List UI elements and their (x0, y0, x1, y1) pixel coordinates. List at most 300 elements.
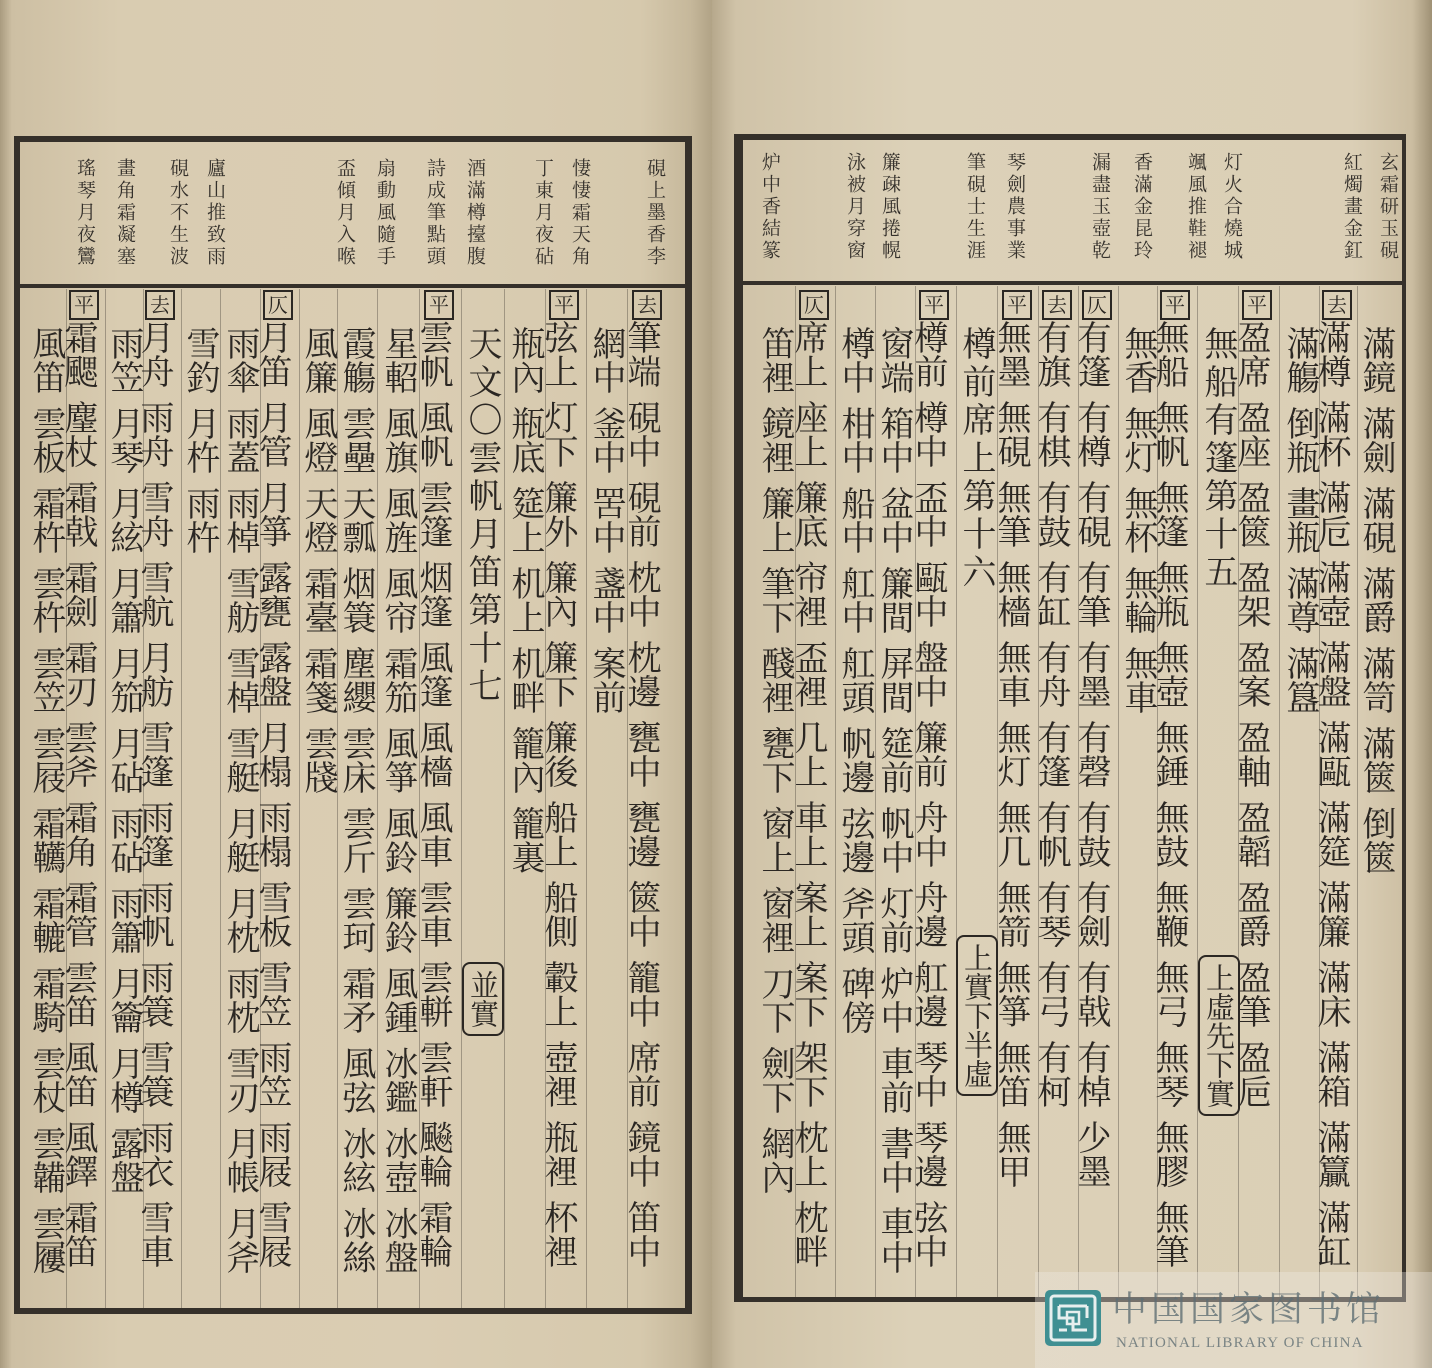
phrase-entry: 雲軿 (413, 960, 453, 1028)
phrase-entry: 霜角 (58, 800, 98, 868)
phrase-entry: 瓶內 (505, 326, 545, 394)
phrase-entry: 帘裡 (788, 560, 828, 628)
phrase-entry: 硯前 (621, 480, 661, 548)
phrase-entry: 有柯 (1031, 1040, 1071, 1108)
phrase-entry: 無灯 (991, 720, 1031, 788)
phrase-entry: 雲板 (26, 406, 66, 474)
phrase-entry: 滿鏡 (1356, 326, 1396, 394)
register-note: 硯上墨香李 (644, 158, 666, 268)
phrase-entry: 盈案 (1231, 640, 1271, 708)
phrase-entry: 雨枕 (220, 966, 260, 1034)
phrase-entry: 霜笛 (58, 1200, 98, 1268)
phrase-entry: 滿簋 (1280, 646, 1320, 714)
phrase-entry: 無船 (1149, 320, 1189, 388)
phrase-entry: 篋中 (621, 880, 661, 948)
phrase-entry: 滿卮 (1311, 480, 1351, 548)
phrase-entry: 几上 (788, 720, 828, 788)
phrase-entry: 滿杯 (1311, 400, 1351, 468)
register-note: 筆硯士生涯 (964, 152, 986, 262)
phrase-entry: 屏間 (874, 646, 914, 714)
phrase-entry: 無琴 (1149, 1040, 1189, 1108)
phrase-entry: 霜箋 (298, 646, 338, 714)
phrase-entry: 炉中 (874, 966, 914, 1034)
register-note: 瑤琴月夜鸞 (74, 158, 96, 268)
text-column (908, 290, 955, 1280)
register-note: 盃傾月入喉 (334, 158, 356, 268)
register-note: 颯風推鞋褪 (1185, 152, 1207, 262)
phrase-entry: 風簾 (298, 326, 338, 394)
section-heading: 天文〇雲帆月笛第十七 (462, 326, 502, 706)
phrase-entry: 枕中 (621, 560, 661, 628)
text-column (788, 290, 835, 1280)
phrase-entry: 船上 (538, 800, 578, 868)
phrase-entry: 月舟 (134, 320, 174, 388)
register-note: 泳被月穿窗 (844, 152, 866, 262)
phrase-entry: 無檣 (991, 560, 1031, 628)
phrase-entry: 月琴 (104, 406, 144, 474)
text-column (1198, 326, 1238, 592)
phrase-entry: 盈巵 (1231, 1040, 1271, 1108)
section-note: 並實 (462, 962, 504, 1036)
register-note: 悽悽霜天角 (569, 158, 591, 268)
tone-tag: 去 (145, 290, 175, 320)
phrase-entry: 樽中 (908, 400, 948, 468)
phrase-entry: 霜輪 (413, 1200, 453, 1268)
phrase-entry: 月樽 (104, 1046, 144, 1114)
phrase-entry: 天燈 (298, 486, 338, 554)
phrase-entry: 滿筵 (1311, 800, 1351, 868)
phrase-entry: 弦中 (908, 1200, 948, 1268)
phrase-entry: 簾外 (538, 480, 578, 548)
phrase-entry: 雨杵 (180, 486, 220, 554)
phrase-entry: 麈杖 (58, 400, 98, 468)
register-note: 畫角霜凝塞 (114, 158, 136, 268)
phrase-entry: 有樽 (1071, 400, 1111, 468)
phrase-entry: 雲笠 (26, 646, 66, 714)
phrase-entry: 甕中 (621, 720, 661, 788)
phrase-entry: 滿床 (1311, 960, 1351, 1028)
phrase-entry: 霜劍 (58, 560, 98, 628)
phrase-entry: 風鈴 (378, 806, 418, 874)
phrase-entry: 無笛 (991, 1040, 1031, 1108)
tone-tag: 平 (424, 290, 454, 320)
phrase-entry: 無硯 (991, 400, 1031, 468)
phrase-entry: 滿笥 (1356, 646, 1396, 714)
text-column (1071, 290, 1118, 1200)
text-column (835, 326, 875, 1046)
phrase-entry: 雨棹 (220, 486, 260, 554)
phrase-entry: 滿硯 (1356, 486, 1396, 554)
tone-tag: 仄 (799, 290, 829, 320)
phrase-entry: 机上 (505, 566, 545, 634)
phrase-entry: 灯前 (874, 886, 914, 954)
phrase-entry: 霜臺 (298, 566, 338, 634)
phrase-entry: 風車 (413, 800, 453, 868)
phrase-entry: 月杵 (180, 406, 220, 474)
tone-tag: 仄 (1082, 290, 1112, 320)
phrase-entry: 車上 (788, 800, 828, 868)
tone-tag: 平 (1160, 290, 1190, 320)
phrase-entry: 盈座 (1231, 400, 1271, 468)
phrase-entry: 雪笠 (252, 960, 292, 1028)
phrase-entry: 座上 (788, 400, 828, 468)
phrase-entry: 烟篷 (413, 560, 453, 628)
phrase-entry: 案前 (586, 646, 626, 714)
phrase-entry: 雪車 (134, 1200, 174, 1268)
phrase-entry: 雲牋 (298, 726, 338, 794)
phrase-entry: 窗端 (874, 326, 914, 394)
phrase-entry: 雪艇 (220, 726, 260, 794)
phrase-entry: 滿壺 (1311, 560, 1351, 628)
phrase-entry: 冰絲 (336, 1206, 376, 1274)
phrase-entry: 雨笠 (252, 1040, 292, 1108)
phrase-entry: 雨簑 (134, 960, 174, 1028)
phrase-entry: 月管 (252, 400, 292, 468)
tone-tag: 平 (1002, 290, 1032, 320)
phrase-entry: 雪簑 (134, 1040, 174, 1108)
phrase-entry: 月砧 (104, 726, 144, 794)
phrase-entry: 簾內 (538, 560, 578, 628)
phrase-entry: 簾下 (538, 640, 578, 708)
phrase-entry: 盈篋 (1231, 480, 1271, 548)
phrase-entry: 霜矛 (336, 966, 376, 1034)
phrase-entry: 滿籯 (1311, 1120, 1351, 1188)
phrase-entry: 簾前 (908, 720, 948, 788)
phrase-entry: 枕邊 (621, 640, 661, 708)
phrase-entry: 雲笛 (58, 960, 98, 1028)
phrase-entry: 盃裡 (788, 640, 828, 708)
phrase-entry: 無甲 (991, 1120, 1031, 1188)
phrase-entry: 霞觴 (336, 326, 376, 394)
phrase-entry: 盈筆 (1231, 960, 1271, 1028)
phrase-entry: 碑傍 (835, 966, 875, 1034)
phrase-entry: 滿劍 (1356, 406, 1396, 474)
phrase-entry: 雲韛 (26, 1126, 66, 1194)
register-note: 香滿金昆玲 (1131, 152, 1153, 262)
phrase-entry: 有棹 (1071, 1040, 1111, 1108)
phrase-entry: 無筆 (1149, 1200, 1189, 1268)
text-column (991, 290, 1038, 1200)
phrase-entry: 架下 (788, 1040, 828, 1108)
phrase-entry: 滿尊 (1280, 566, 1320, 634)
phrase-entry: 風鍾 (378, 966, 418, 1034)
phrase-entry: 無錘 (1149, 720, 1189, 788)
phrase-entry: 雲斤 (336, 806, 376, 874)
phrase-entry: 雲屐 (26, 726, 66, 794)
phrase-entry: 塵纓 (336, 646, 376, 714)
phrase-entry: 雲屨 (26, 1206, 66, 1274)
register-note: 扇動風隨手 (374, 158, 396, 268)
phrase-entry: 甌中 (908, 560, 948, 628)
phrase-entry: 雲珂 (336, 886, 376, 954)
phrase-entry: 雨篷 (134, 800, 174, 868)
phrase-entry: 籠中 (621, 960, 661, 1028)
phrase-entry: 簾底 (788, 480, 828, 548)
phrase-entry: 書中 (874, 1126, 914, 1194)
phrase-entry: 雪舟 (134, 480, 174, 548)
phrase-entry: 月笛 (252, 320, 292, 388)
register-note: 簾疎風捲幌 (879, 152, 901, 262)
phrase-entry: 月箏 (252, 480, 292, 548)
text-column (1118, 326, 1158, 726)
phrase-entry: 月斧 (220, 1206, 260, 1274)
phrase-entry: 筵上 (505, 486, 545, 554)
phrase-entry: 月艇 (220, 806, 260, 874)
phrase-entry: 無壺 (1149, 640, 1189, 708)
phrase-entry: 有帆 (1031, 800, 1071, 868)
phrase-entry: 盞中 (586, 566, 626, 634)
phrase-entry: 雪篷 (134, 720, 174, 788)
phrase-entry: 網中 (586, 326, 626, 394)
phrase-entry: 雲篷 (413, 480, 453, 548)
phrase-entry: 有弓 (1031, 960, 1071, 1028)
phrase-entry: 風箏 (378, 726, 418, 794)
tone-tag: 去 (632, 290, 662, 320)
phrase-entry: 無香 (1118, 326, 1158, 394)
phrase-entry: 霜刃 (58, 640, 98, 708)
phrase-entry: 瓶裡 (538, 1120, 578, 1188)
phrase-entry: 冰壺 (378, 1126, 418, 1194)
phrase-entry: 風弦 (336, 1046, 376, 1114)
phrase-entry: 舟邊 (908, 880, 948, 948)
phrase-entry: 雲軒 (413, 1040, 453, 1108)
tone-tag: 平 (549, 290, 579, 320)
phrase-entry: 簾上 (755, 486, 795, 554)
phrase-entry: 天瓢 (336, 486, 376, 554)
phrase-entry: 樽中 (835, 326, 875, 394)
tone-tag: 平 (69, 290, 99, 320)
phrase-entry: 雪航 (134, 560, 174, 628)
phrase-entry: 無箭 (991, 880, 1031, 948)
phrase-entry: 樽前 (908, 320, 948, 388)
phrase-entry: 瓶底 (505, 406, 545, 474)
phrase-entry: 席前 (621, 1040, 661, 1108)
tone-tag: 平 (919, 290, 949, 320)
phrase-entry: 舡頭 (835, 646, 875, 714)
phrase-entry: 甕邊 (621, 800, 661, 868)
phrase-entry: 霜颸 (58, 320, 98, 388)
phrase-entry: 風笛 (58, 1040, 98, 1108)
phrase-entry: 醆裡 (755, 646, 795, 714)
phrase-entry: 雪屐 (252, 1200, 292, 1268)
phrase-entry: 雨笠 (104, 326, 144, 394)
phrase-entry: 少墨 (1071, 1120, 1111, 1188)
phrase-entry: 机畔 (505, 646, 545, 714)
register-note: 紅燭畫金釭 (1341, 152, 1363, 262)
phrase-entry: 壺裡 (538, 1040, 578, 1108)
phrase-entry: 筆下 (755, 566, 795, 634)
phrase-entry: 風燈 (298, 406, 338, 474)
phrase-entry: 霜戟 (58, 480, 98, 548)
phrase-entry: 船中 (835, 486, 875, 554)
phrase-entry: 琴中 (908, 1040, 948, 1108)
text-column (956, 326, 996, 592)
phrase-entry: 月絃 (104, 486, 144, 554)
phrase-entry: 有墨 (1071, 640, 1111, 708)
phrase-entry: 枕畔 (788, 1200, 828, 1268)
phrase-entry: 滿缸 (1311, 1200, 1351, 1268)
phrase-entry: 有筆 (1071, 560, 1111, 628)
register-note: 丁東月夜砧 (532, 158, 554, 268)
phrase-entry: 箱中 (874, 406, 914, 474)
phrase-entry: 雪板 (252, 880, 292, 948)
phrase-entry: 滿樽 (1311, 320, 1351, 388)
phrase-entry: 飈輪 (413, 1120, 453, 1188)
register-note: 詩成筆點頭 (424, 158, 446, 268)
phrase-entry: 有篷 (1071, 320, 1111, 388)
phrase-entry: 風檣 (413, 720, 453, 788)
phrase-entry: 雨傘 (220, 326, 260, 394)
phrase-entry: 杯裡 (538, 1200, 578, 1268)
phrase-entry: 斧頭 (835, 886, 875, 954)
phrase-entry: 籠內 (505, 726, 545, 794)
phrase-entry: 雨帆 (134, 880, 174, 948)
phrase-entry: 雪釣 (180, 326, 220, 394)
phrase-entry: 案下 (788, 960, 828, 1028)
phrase-entry: 有棋 (1031, 400, 1071, 468)
phrase-entry: 風笛 (26, 326, 66, 394)
phrase-entry: 霜杵 (26, 486, 66, 554)
phrase-entry: 風旌 (378, 486, 418, 554)
phrase-entry: 滿箱 (1311, 1040, 1351, 1108)
phrase-entry: 露盤 (252, 640, 292, 708)
phrase-entry: 滿甌 (1311, 720, 1351, 788)
phrase-entry: 風鐸 (58, 1120, 98, 1188)
phrase-entry: 有鼓 (1071, 800, 1111, 868)
phrase-entry: 弦上 (538, 320, 578, 388)
phrase-entry: 劍下 (755, 1046, 795, 1114)
phrase-entry: 舡中 (835, 566, 875, 634)
phrase-entry: 刀下 (755, 966, 795, 1034)
phrase-entry: 籠裏 (505, 806, 545, 874)
phrase-entry: 滿爵 (1356, 566, 1396, 634)
phrase-entry: 簾後 (538, 720, 578, 788)
text-column (874, 326, 914, 1286)
phrase-entry: 滿觴 (1280, 326, 1320, 394)
phrase-entry: 無几 (991, 800, 1031, 868)
phrase-entry: 霜笳 (378, 646, 418, 714)
phrase-entry: 琴邊 (908, 1120, 948, 1188)
register-note: 炉中香結篆 (759, 152, 781, 262)
phrase-entry: 雲床 (336, 726, 376, 794)
phrase-entry: 網內 (755, 1126, 795, 1194)
phrase-entry: 轂上 (538, 960, 578, 1028)
phrase-entry: 無車 (991, 640, 1031, 708)
phrase-entry: 雲斧 (58, 720, 98, 788)
phrase-entry: 無箏 (991, 960, 1031, 1028)
section-note: 上實下半虛 (956, 935, 998, 1096)
phrase-entry: 無墨 (991, 320, 1031, 388)
phrase-entry: 雨榻 (252, 800, 292, 868)
tone-tag: 去 (1322, 290, 1352, 320)
phrase-entry: 月簫 (104, 566, 144, 634)
phrase-entry: 霜騎 (26, 966, 66, 1034)
phrase-entry: 雪棹 (220, 646, 260, 714)
phrase-entry: 有硯 (1071, 480, 1111, 548)
phrase-entry: 有劍 (1071, 880, 1111, 948)
tone-tag: 仄 (263, 290, 293, 320)
phrase-entry: 灯下 (538, 400, 578, 468)
phrase-entry: 窗裡 (755, 886, 795, 954)
library-logo-icon (1045, 1290, 1101, 1346)
phrase-entry: 船側 (538, 880, 578, 948)
text-column (1280, 326, 1320, 726)
phrase-entry: 倒篋 (1356, 806, 1396, 874)
phrase-entry: 窗上 (755, 806, 795, 874)
phrase-entry: 畫瓶 (1280, 486, 1320, 554)
phrase-entry: 無車 (1118, 646, 1158, 714)
phrase-entry: 笛裡 (755, 326, 795, 394)
phrase-entry: 無輪 (1118, 566, 1158, 634)
phrase-entry: 冰盤 (378, 1206, 418, 1274)
phrase-entry: 無鼓 (1149, 800, 1189, 868)
phrase-entry: 風帆 (413, 400, 453, 468)
phrase-entry: 帆中 (874, 806, 914, 874)
tone-tag: 去 (1042, 290, 1072, 320)
phrase-entry: 有舟 (1031, 640, 1071, 708)
section-heading: 樽前席上第十六 (956, 326, 996, 592)
section-note: 上虛先下實 (1198, 955, 1240, 1116)
phrase-entry: 無弓 (1149, 960, 1189, 1028)
phrase-entry: 簾間 (874, 566, 914, 634)
phrase-entry: 露甕 (252, 560, 292, 628)
phrase-entry: 盈爵 (1231, 880, 1271, 948)
phrase-entry: 雨衣 (134, 1120, 174, 1188)
phrase-entry: 雨蓋 (220, 406, 260, 474)
phrase-entry: 月帳 (220, 1126, 260, 1194)
phrase-entry: 雪刃 (220, 1046, 260, 1114)
phrase-entry: 有磬 (1071, 720, 1111, 788)
phrase-entry: 案上 (788, 880, 828, 948)
phrase-entry: 盈韜 (1231, 800, 1271, 868)
text-column (1311, 290, 1358, 1280)
phrase-entry: 無膠 (1149, 1120, 1189, 1188)
register-note: 灯火合燒城 (1221, 152, 1243, 262)
phrase-entry: 雨屐 (252, 1120, 292, 1188)
phrase-entry: 無帆 (1149, 400, 1189, 468)
phrase-entry: 無篷 (1149, 480, 1189, 548)
phrase-entry: 鏡裡 (755, 406, 795, 474)
phrase-entry: 有琴 (1031, 880, 1071, 948)
phrase-entry: 有鼓 (1031, 480, 1071, 548)
phrase-entry: 露盤 (104, 1126, 144, 1194)
register-note: 琴劍農事業 (1004, 152, 1026, 262)
phrase-entry: 舟中 (908, 800, 948, 868)
phrase-entry: 雪舫 (220, 566, 260, 634)
phrase-entry: 滿盤 (1311, 640, 1351, 708)
text-column (1149, 290, 1196, 1280)
phrase-entry: 簾鈴 (378, 886, 418, 954)
phrase-entry: 盈席 (1231, 320, 1271, 388)
phrase-entry: 滿簾 (1311, 880, 1351, 948)
phrase-entry: 冰鑑 (378, 1046, 418, 1114)
phrase-entry: 盈架 (1231, 560, 1271, 628)
phrase-entry: 舡邊 (908, 960, 948, 1028)
phrase-entry: 無瓶 (1149, 560, 1189, 628)
phrase-entry: 硯中 (621, 400, 661, 468)
phrase-entry: 筆端 (621, 320, 661, 388)
phrase-entry: 風篷 (413, 640, 453, 708)
phrase-entry: 雲帆 (413, 320, 453, 388)
phrase-entry: 盆中 (874, 486, 914, 554)
phrase-entry: 霜管 (58, 880, 98, 948)
phrase-entry: 有缸 (1031, 560, 1071, 628)
phrase-entry: 霜轆 (26, 886, 66, 954)
text-column (1231, 290, 1278, 1120)
phrase-entry: 月榻 (252, 720, 292, 788)
phrase-entry: 星軺 (378, 326, 418, 394)
phrase-entry: 車中 (874, 1206, 914, 1274)
